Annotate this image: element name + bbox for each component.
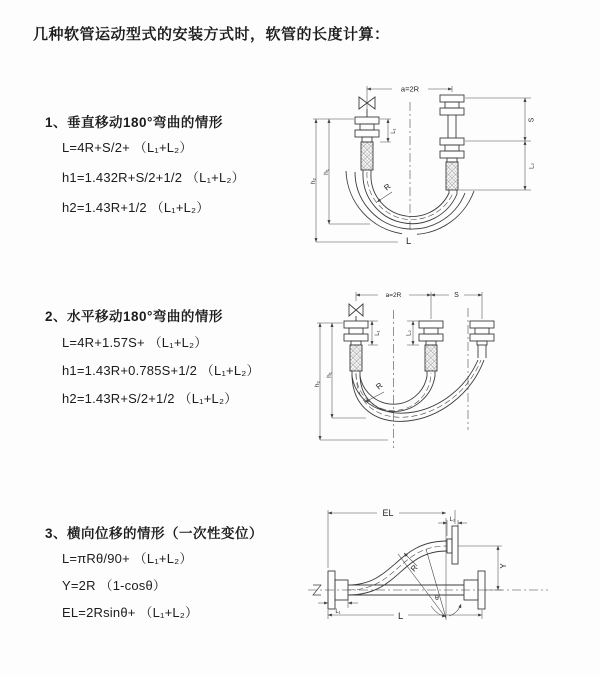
page-title: 几种软管运动型式的安装方式时，软管的长度计算： <box>33 26 390 43</box>
dim-label-el: EL <box>382 508 394 518</box>
section-1 <box>45 111 245 215</box>
dim-label-theta: θ <box>435 595 439 602</box>
section-2 <box>45 305 260 406</box>
dim-label-width: a=2R <box>385 292 402 299</box>
dim-label-s: S <box>454 292 459 299</box>
formula-line: L=4R+S/2+ （L₁+L₂） <box>62 140 193 155</box>
diagram-horizontal-180-bend <box>300 280 590 465</box>
formula-line: h1=1.43R+0.785S+1/2 （L₁+L₂） <box>62 363 260 378</box>
diagram-vertical-180-bend <box>300 72 580 262</box>
braided-section <box>425 345 437 371</box>
diagram-lateral-displacement <box>300 500 600 650</box>
braided-section <box>446 162 458 190</box>
valve-icon <box>349 304 363 321</box>
dimension-labels <box>314 292 459 391</box>
formula-line: L=πRθ/90+ （L₁+L₂） <box>62 551 193 566</box>
hose-linework <box>308 518 548 620</box>
dimension-labels <box>335 508 508 622</box>
dim-label-h1: h₁ <box>323 169 330 175</box>
braided-section <box>361 142 373 170</box>
dim-label-radius: R <box>374 380 385 392</box>
dim-label-y: Y <box>499 563 508 569</box>
formula-line: L=4R+1.57S+ （L₁+L₂） <box>62 335 208 350</box>
formula-line: h1=1.432R+S/2+1/2 （L₁+L₂） <box>62 170 245 185</box>
formula-line: EL=2Rsinθ+ （L₁+L₂） <box>62 605 199 620</box>
dim-label-h1: h₁ <box>326 372 333 378</box>
braided-section <box>350 345 362 371</box>
dim-label-length: L <box>398 611 404 622</box>
formula-line: Y=2R （1-cosθ） <box>62 578 167 593</box>
hose-linework <box>344 304 494 448</box>
dim-label-l1: L₁ <box>391 128 397 134</box>
dim-label-l1: L₁ <box>335 609 341 615</box>
formula-line: h2=1.43R+S/2+1/2 （L₁+L₂） <box>62 391 238 406</box>
dim-label-h2: h₂ <box>314 380 321 388</box>
section-3-heading: 3、横向位移的情形（一次性变位） <box>45 526 264 541</box>
section-2-heading: 2、水平移动180°弯曲的情形 <box>45 309 223 324</box>
dim-label-h2: h₂ <box>310 177 317 185</box>
dim-label-width: a=2R <box>400 84 420 94</box>
section-1-heading: 1、垂直移动180°弯曲的情形 <box>45 115 223 130</box>
dim-label-l2: L₂ <box>406 330 413 336</box>
dim-label-s: S <box>528 117 536 123</box>
formula-line: h2=1.43R+1/2 （L₁+L₂） <box>62 200 210 215</box>
dim-label-radius: R <box>408 563 420 574</box>
hose-linework <box>346 95 474 250</box>
section-3 <box>45 522 264 620</box>
dim-label-l2: L₂ <box>529 163 536 169</box>
dim-label-radius: R <box>382 181 393 193</box>
dim-label-l2: L₂ <box>449 517 456 523</box>
dim-label-l1: L₁ <box>375 330 381 336</box>
dim-label-length: L <box>406 236 412 247</box>
